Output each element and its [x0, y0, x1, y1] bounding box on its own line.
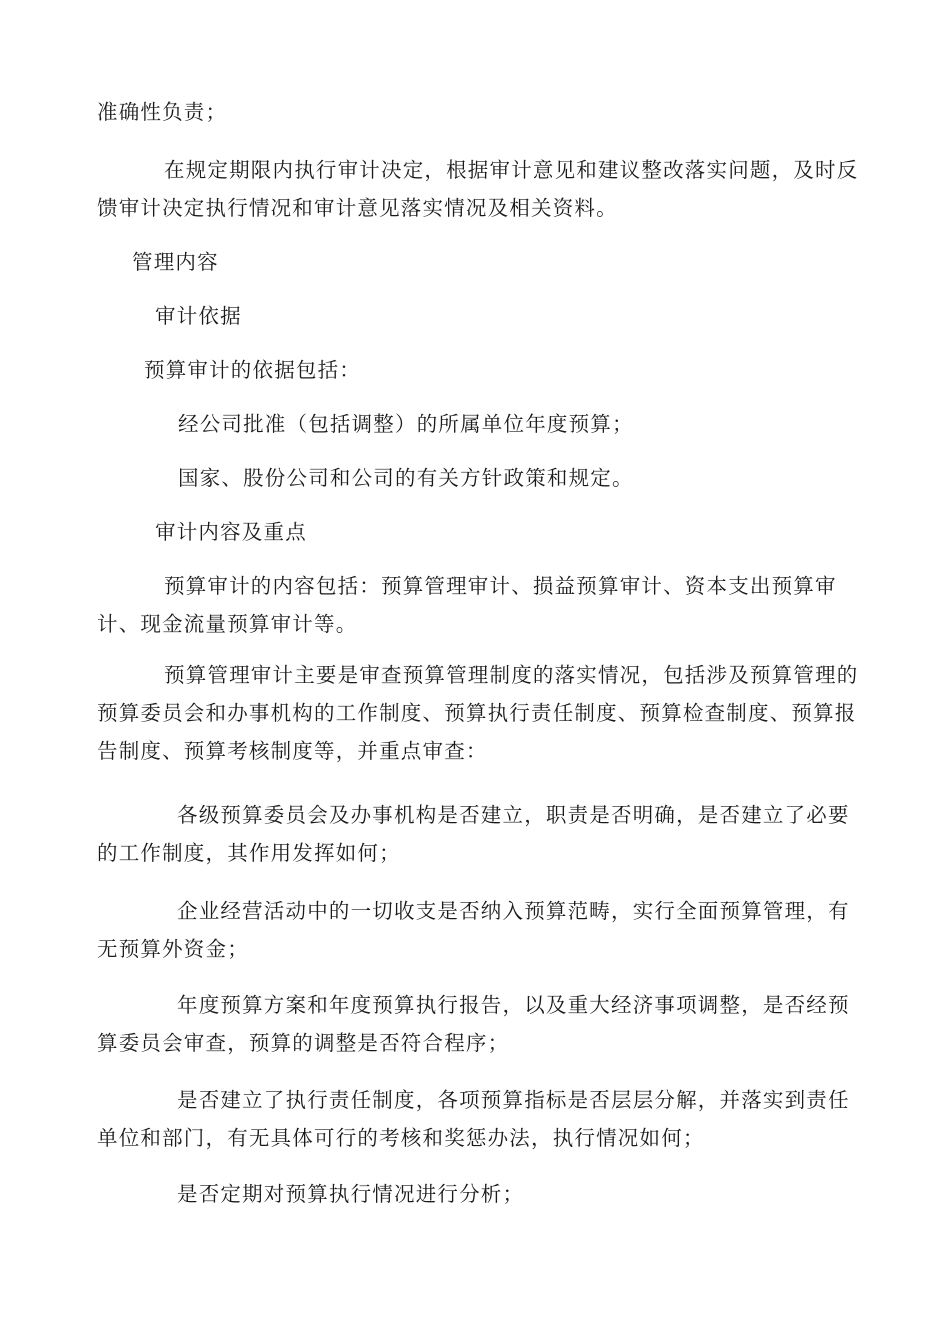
- paragraph-budget-management-audit: 预算管理审计主要是审查预算管理制度的落实情况，包括涉及预算管理的预算委员会和办事机构的工作制度、预算执行责任制度、预算检查制度、预算报告制度、预算考核制度等，并重点审查：: [97, 663, 859, 763]
- heading-management-content: 管理内容: [132, 250, 219, 274]
- paragraph-budget-audit-content: 预算审计的内容包括：预算管理审计、损益预算审计、资本支出预算审计、现金流量预算审计等。: [97, 574, 837, 636]
- paragraph-annual-budget-review: 年度预算方案和年度预算执行报告，以及重大经济事项调整，是否经预算委员会审查，预算的调整是否符合程序；: [97, 993, 850, 1055]
- paragraph-periodic-analysis: 是否定期对预算执行情况进行分析；: [177, 1182, 525, 1206]
- paragraph-policies-and-regulations: 国家、股份公司和公司的有关方针政策和规定。: [178, 466, 634, 490]
- heading-audit-content-and-focus: 审计内容及重点: [155, 520, 307, 544]
- paragraph-budget-audit-basis-intro: 预算审计的依据包括：: [144, 358, 361, 382]
- paragraph-approved-annual-budget: 经公司批准（包括调整）的所属单位年度预算；: [178, 412, 634, 436]
- paragraph-accuracy-responsibility: 准确性负责；: [97, 100, 228, 124]
- paragraph-committee-established: 各级预算委员会及办事机构是否建立，职责是否明确，是否建立了必要的工作制度，其作用发挥如何；: [97, 803, 850, 865]
- paragraph-responsibility-system: 是否建立了执行责任制度，各项预算指标是否层层分解，并落实到责任单位和部门，有无具体可行的考核和奖惩办法，执行情况如何；: [97, 1088, 850, 1150]
- heading-audit-basis: 审计依据: [155, 304, 242, 328]
- paragraph-income-expenditure-in-budget: 企业经营活动中的一切收支是否纳入预算范畴，实行全面预算管理，有无预算外资金；: [97, 899, 850, 961]
- paragraph-execute-audit-decision: 在规定期限内执行审计决定，根据审计意见和建议整改落实问题，及时反馈审计决定执行情况和审计意见落实情况及相关资料。: [97, 158, 859, 220]
